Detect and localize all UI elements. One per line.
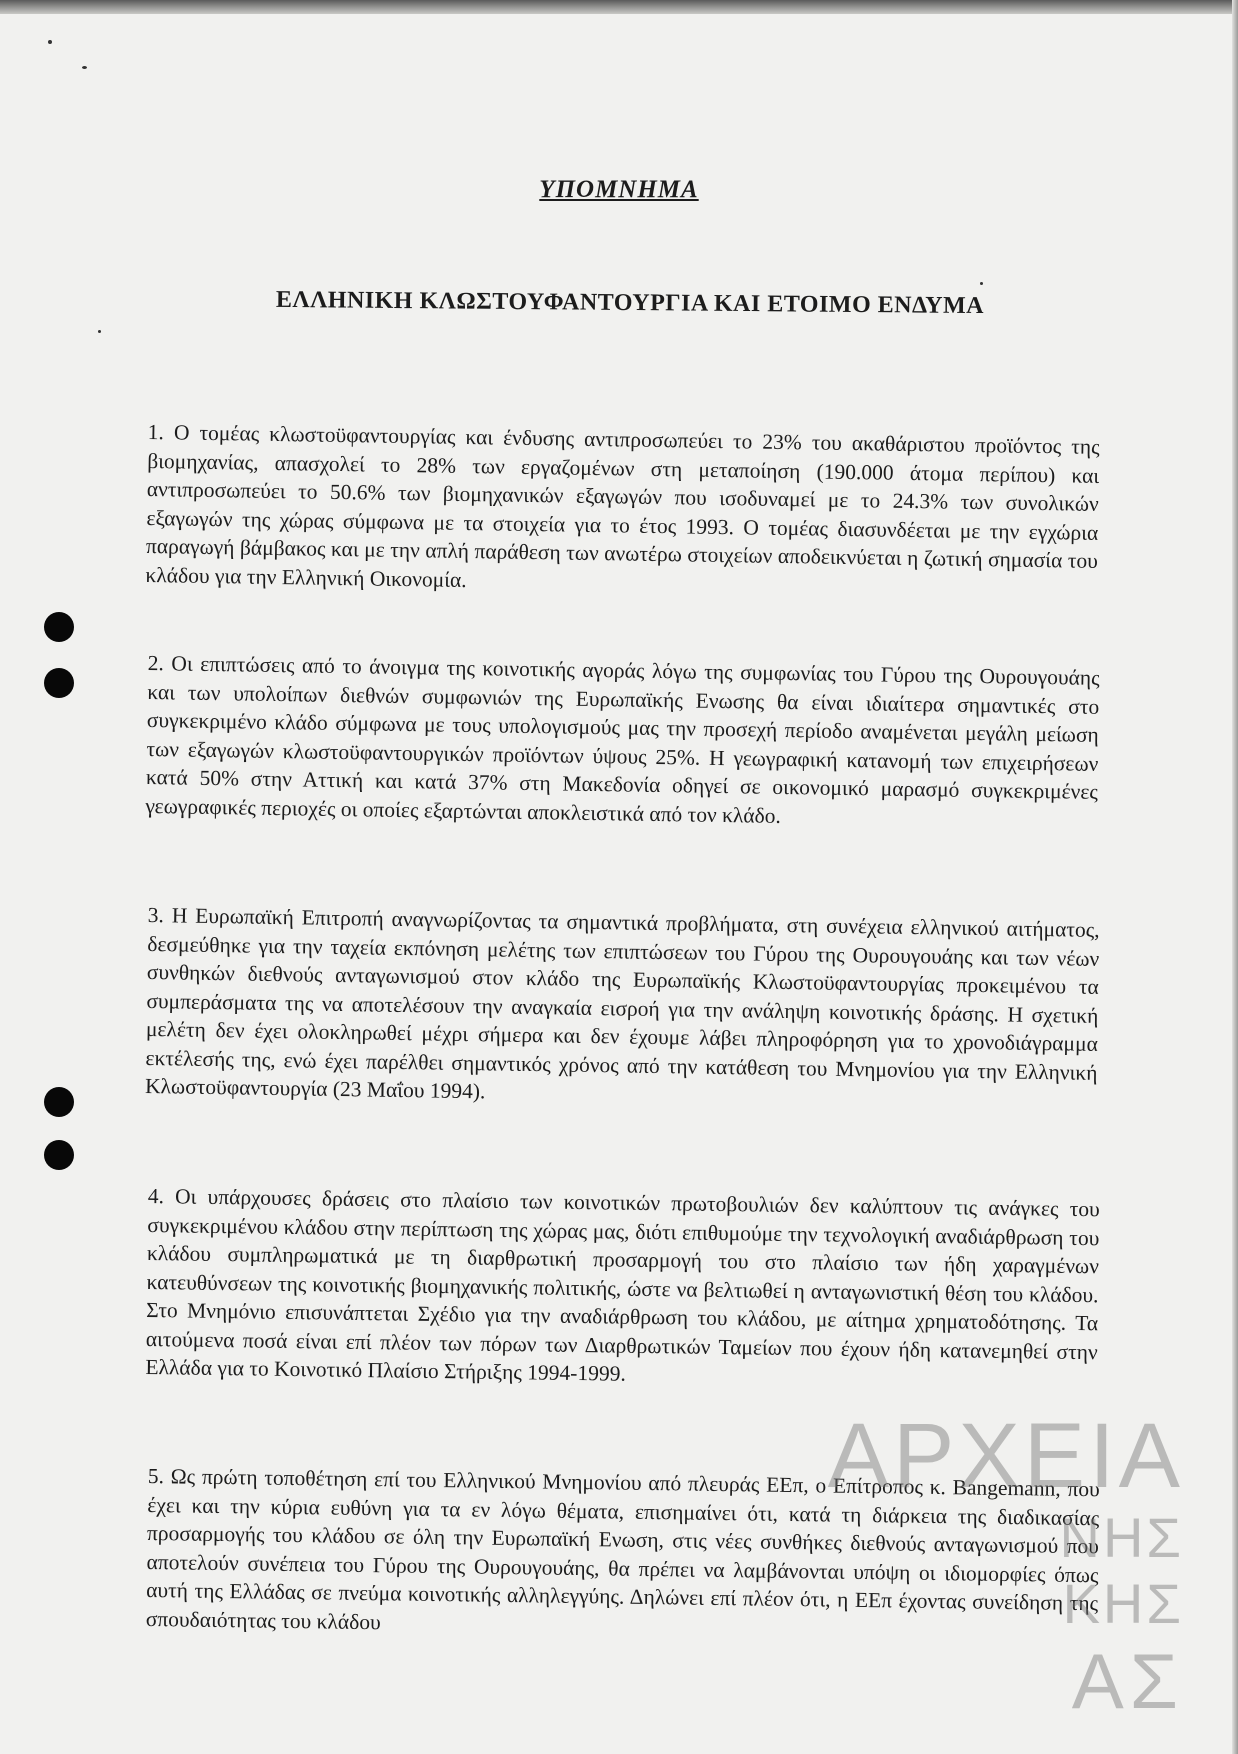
document-subtitle: ΕΛΛΗΝΙΚΗ ΚΛΩΣΤΟΥΦΑΝΤΟΥΡΓΙΑ ΚΑΙ ΕΤΟΙΜΟ ΕΝΔΥΜΑ: [275, 286, 985, 320]
punch-hole: [44, 1087, 74, 1117]
paragraph-1: 1. Ο τομέας κλωστοϋφαντουργίας και ένδυσης αντιπροσωπεύει το 23% του ακαθάριστου προϊόντος της βιομηχανίας, απασχολεί το 28% των εργαζομένων στη μεταποίηση (190.000 άτομα περίπου) και αντιπροσωπεύει το 50.6% των βιομηχανικών εξαγωγών που ισοδυναμεί με το 24.3% των συνολικών εξαγωγών της χώρας σύμφωνα με τα στοιχεία για το έτος 1993. Ο τομέας διασυνδέεται με την εγχώρια παραγωγή βάμβακος και με την απλή παράθεση των ανωτέρω στοιχείων αποδεικνύεται η ζωτική σημασία του κλάδου για την Ελληνική Οικονομία.: [145, 419, 1100, 592]
punch-hole: [44, 612, 74, 642]
scan-speck: [98, 330, 101, 333]
punch-hole: [44, 1140, 74, 1170]
paragraph-5: 5. Ως πρώτη τοποθέτηση επί του Ελληνικού Μνημονίου από πλευράς ΕΕπ, ο Επίτροπος κ. Bangemann, που έχει και την κύρια ευθύνη για τα εν λόγω θέματα, επισημαίνει ότι, κατά τη διάρκεια της διαδικασίας προσαρμογής του κλάδου σε όλη την Ευρωπαϊκή Ενωση, στις νέες συνθήκες διεθνούς ανταγωνισμού που αποτελούν συνέπεια του Γύρου της Ουρουγουάης, θα πρέπει να λαμβάνονται υπόψη οι ιδιομορφίες όπως αυτή της Ελλάδας σε πνεύμα κοινοτικής αλληλεγγύης. Δηλώνει επί πλέον ότι, η ΕΕπ έχοντας συνείδηση της σπουδαιότητας του κλάδου: [145, 1463, 1100, 1634]
paragraph-2: 2. Οι επιπτώσεις από το άνοιγμα της κοινοτικής αγοράς λόγω της συμφωνίας του Γύρου της Ουρουγουάης και των υπολοίπων διεθνών συμφωνιών της Ευρωπαϊκής Ενωσης θα είναι ιδιαίτερα σημαντικές στο συγκεκριμένο κλάδο σύμφωνα με τους υπολογισμούς μας την προσεχή περίοδο αναμένεται μεγάλη μείωση των εξαγωγών κλωστοϋφαντουργικών προϊόντων ύψους 25%. Η γεωγραφική κατανομή των επιχειρήσεων κατά 50% στην Αττική και κατά 37% στη Μακεδονία οδηγεί σε οικονομικό μαρασμό συγκεκριμένες γεωγραφικές περιοχές οι οποίες εξαρτώνται αποκλειστικά από τον κλάδο.: [145, 650, 1100, 827]
scan-speck: [48, 40, 52, 44]
stamp-line-3: ΚΗΣ: [1062, 1572, 1184, 1635]
punch-hole: [44, 668, 74, 698]
stamp-line-4: ΑΣ: [1071, 1637, 1184, 1725]
scan-speck: [980, 282, 983, 285]
paragraph-4: 4. Οι υπάρχουσες δράσεις στο πλαίσιο των κοινοτικών πρωτοβουλιών δεν καλύπτουν τις ανάγκες του συγκεκριμένου κλάδου στην περίπτωση της χώρας μας, διότι επιθυμούμε την τεχνολογική αναδιάρθρωση του κλάδου συμπληρωματικά με τη διαρθρωτική προσαρμογή του στο πλαίσιο των ήδη χαραγμένων κατευθύνσεων της κοινοτικής βιομηχανικής πολιτικής, ώστε να βελτιωθεί η ανταγωνιστική θέση του κλάδου. Στο Μνημόνιο επισυνάπτεται Σχέδιο για την αναδιάρθρωση του κλάδου, με αίτημα χρηματοδότησης. Τα αιτούμενα ποσά είναι επί πλέον των πόρων των Διαρθρωτικών Ταμείων που έχουν ήδη κατανεμηθεί στην Ελλάδα για το Κοινοτικό Πλαίσιο Στήριξης 1994-1999.: [145, 1183, 1100, 1386]
scan-speck: [82, 66, 87, 69]
stamp-line-1: ΑΡΧΕΙΑ: [827, 1405, 1184, 1507]
paragraph-3: 3. Η Ευρωπαϊκή Επιτροπή αναγνωρίζοντας τα σημαντικά προβλήματα, στη συνέχεια ελληνικού αιτήματος, δεσμεύθηκε για την ταχεία εκπόνηση μελέτης των επιπτώσεων του Γύρου της Ουρουγουάης και των νέων συνθηκών διεθνούς ανταγωνισμού στον κλάδο της Ευρωπαϊκής Κλωστοϋφαντουργίας προκειμένου τα συμπεράσματα της να αποτελέσουν την αναγκαία εισροή για την ανάληψη κοινοτικής δράσης. Η σχετική μελέτη δεν έχει ολοκληρωθεί μέχρι σήμερα και δεν έχουμε λάβει πληροφόρηση για το χρονοδιάγραμμα εκτέλεσής της, ενώ έχει παρέλθει σημαντικός χρόνος από την κατάθεση του Μνημονίου για την Ελληνική Κλωστοϋφαντουργία (23 Μαΐου 1994).: [144, 902, 1100, 1103]
stamp-line-2: ΝΗΣ: [1059, 1506, 1184, 1569]
document-title: ΥΠΟΜΝΗΜΑ: [539, 176, 699, 203]
